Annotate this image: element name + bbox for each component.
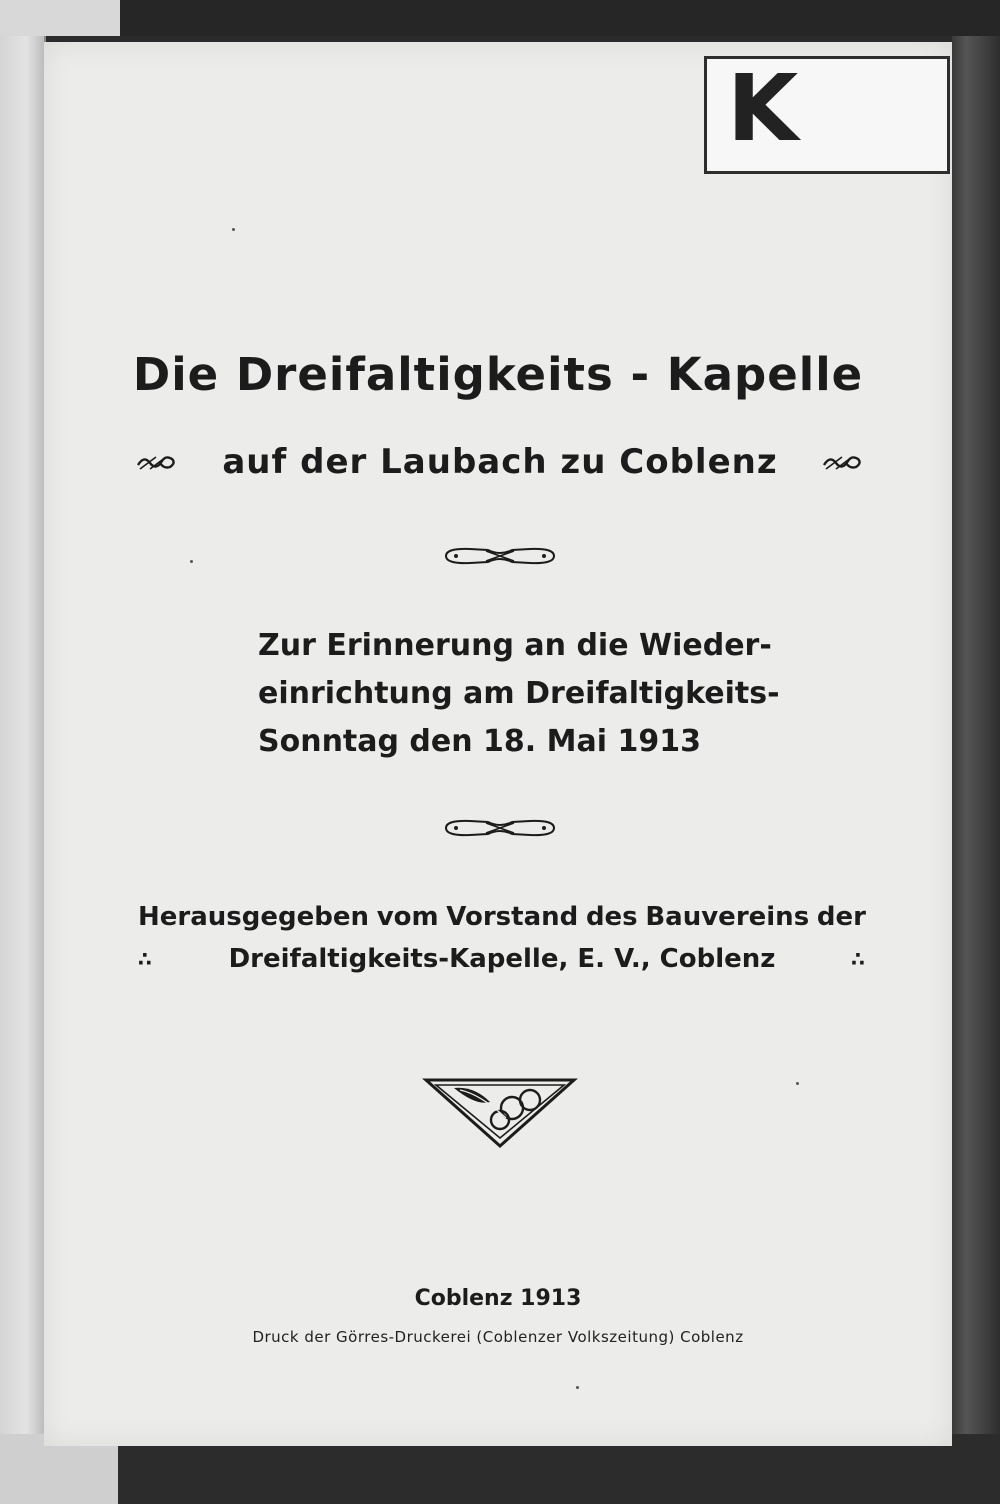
book-subtitle: auf der Laubach zu Coblenz (222, 442, 778, 482)
publisher-line-2 (138, 938, 866, 980)
subtitle-row (136, 432, 864, 492)
publisher-line-1 (138, 896, 866, 938)
flourish-ornament-icon (136, 451, 178, 473)
scan-top-edge (0, 0, 1000, 36)
scroll-divider-icon (440, 816, 560, 840)
paper-speck (796, 1082, 799, 1085)
publisher-word: der (816, 902, 866, 932)
flourish-ornament-icon (822, 451, 864, 473)
shelf-label (704, 56, 950, 174)
dedication-line: einrichtung am Dreifaltigkeits- (258, 676, 780, 711)
dedication-line: Zur Erinnerung an die Wieder- (258, 628, 772, 663)
imprint-printer: Druck der Görres-Druckerei (Coblenzer Volkszeitung) Coblenz (252, 1328, 744, 1346)
paper-speck (190, 560, 193, 563)
shelf-letter: K (727, 55, 799, 162)
dedication-line: Sonntag den 18. Mai 1913 (258, 724, 701, 759)
publisher-organization: Dreifaltigkeits-Kapelle, E. V., Coblenz (228, 944, 776, 974)
triad-dots-icon: ∴ (138, 947, 153, 971)
publisher-word: vom (376, 902, 439, 932)
publisher-word: Bauvereins (645, 902, 810, 932)
scroll-divider-icon (440, 544, 560, 568)
triad-dots-icon: ∴ (851, 947, 866, 971)
imprint-place-year: Coblenz 1913 (414, 1286, 582, 1311)
publisher-word: Herausgegeben (138, 902, 369, 932)
dedication-text (258, 622, 778, 766)
publisher-statement (138, 896, 866, 980)
paper-speck (232, 228, 235, 231)
book-spine-edge (0, 36, 46, 1436)
book-title: Die Dreifaltigkeits - Kapelle (132, 348, 864, 401)
paper-speck (576, 1386, 579, 1389)
publisher-word: des (585, 902, 638, 932)
fruit-triangle-vignette-icon (420, 1072, 580, 1150)
book-cover-edge (952, 36, 1000, 1504)
publisher-word: Vorstand (446, 902, 579, 932)
